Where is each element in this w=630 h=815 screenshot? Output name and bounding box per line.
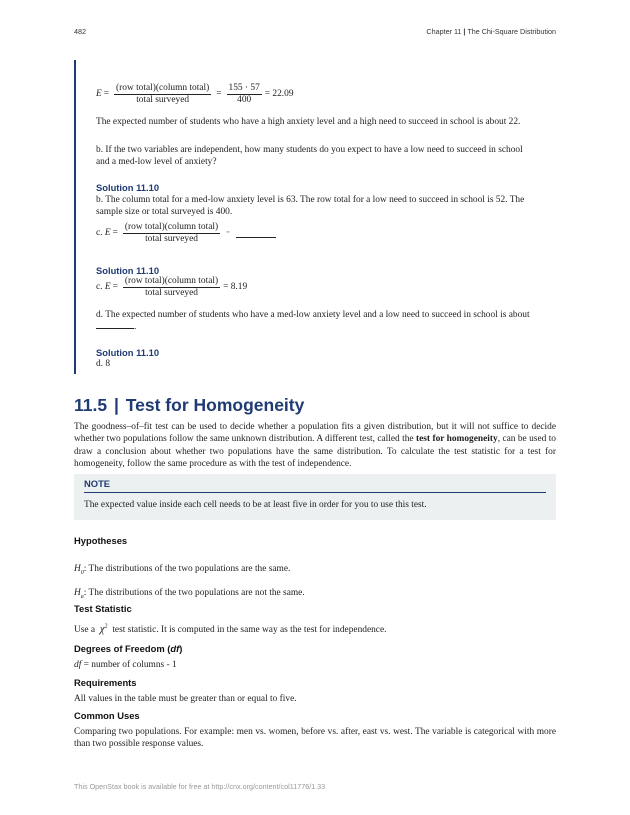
df-heading-before: Degrees of Freedom ( bbox=[74, 643, 171, 654]
test-statistic-heading: Test Statistic bbox=[74, 603, 132, 614]
df-heading bbox=[74, 643, 182, 655]
ts-after: test statistic. It is computed in the same way as the test for independence. bbox=[112, 625, 387, 635]
solution-label-3: Solution 11.10 bbox=[96, 347, 160, 358]
answer-blank bbox=[236, 229, 276, 238]
section-number: 11.5 bbox=[74, 395, 108, 415]
intro-bold-term: test for homogeneity bbox=[415, 434, 498, 445]
solution-label-1: Solution 11.10 bbox=[96, 182, 160, 193]
eq-trailing-equals: = bbox=[226, 229, 230, 237]
running-header bbox=[426, 27, 556, 37]
section-title bbox=[74, 394, 304, 417]
note-title: NOTE bbox=[84, 478, 546, 493]
fraction-numerator: (row total)(column total) bbox=[124, 276, 219, 286]
intro-text-2: , can be used to draw a conclusion about whether two populations have the same distribution. To calculate the test statistic for a test for homogeneity, follow the same procedure as with the test of independence. bbox=[74, 434, 556, 470]
chi-square-symbol bbox=[100, 623, 108, 635]
eq-equals: = bbox=[112, 282, 118, 293]
eq-fraction bbox=[123, 222, 220, 245]
solution-d-text: d. 8 bbox=[96, 359, 111, 369]
question-d-period: . bbox=[134, 322, 137, 333]
null-hypothesis bbox=[74, 563, 556, 578]
eq-result: = 8.19 bbox=[223, 282, 248, 293]
question-b: b. If the two variables are independent, how many students do you expect to have a low need to succeed in school and a med-low level of anxiety? bbox=[96, 145, 523, 168]
test-statistic-text bbox=[74, 622, 556, 637]
intro-text-1: The goodness–of–fit test can be used to decide whether a population fits a given distribution, but it will not suffice to decide whether two populations follow the same unknown distribution. A different test, called the bbox=[74, 422, 556, 445]
section-name: Test for Homogeneity bbox=[125, 395, 305, 415]
ha-symbol: H bbox=[74, 588, 81, 598]
common-uses-heading: Common Uses bbox=[74, 710, 140, 721]
h0-symbol: H bbox=[74, 564, 81, 574]
eq-prefix: c. bbox=[96, 282, 103, 293]
ts-before: Use a bbox=[74, 625, 96, 635]
footer-text: This OpenStax book is available for free at http://cnx.org/content/col11776/1.33 bbox=[74, 782, 326, 791]
fraction-denominator: total surveyed bbox=[136, 94, 190, 105]
eq-lhs: E bbox=[104, 282, 111, 293]
fraction-denominator: total surveyed bbox=[145, 287, 198, 298]
chapter-label: Chapter 11 bbox=[426, 27, 462, 36]
solution-b-text: b. The column total for a med-low anxiety level is 63. The row total for a low need to succeed in school is 52. The sample size or total surveyed is 400. bbox=[96, 195, 525, 218]
alternative-hypothesis bbox=[74, 587, 556, 602]
eq-equals: = bbox=[112, 228, 118, 239]
common-uses-text: Comparing two populations. For example: men vs. women, before vs. after, east vs. west. The variable is categorical with more than two possible response values. bbox=[74, 727, 556, 750]
chi-letter: χ bbox=[99, 623, 105, 635]
eq-fraction bbox=[114, 83, 211, 106]
df-var: df bbox=[74, 660, 82, 670]
ha-subscript: a bbox=[80, 593, 84, 600]
expected-value-equation-blank bbox=[96, 222, 538, 245]
eq-prefix: c. bbox=[96, 228, 103, 239]
chapter-title: The Chi-Square Distribution bbox=[467, 27, 556, 36]
chi-exponent: 2 bbox=[104, 623, 108, 630]
eq-equals: = bbox=[103, 89, 110, 100]
solution-label-2: Solution 11.10 bbox=[96, 265, 160, 276]
fraction-numerator: (row total)(column total) bbox=[116, 83, 210, 93]
h0-subscript: 0 bbox=[80, 569, 84, 576]
fraction-denominator-values: 400 bbox=[237, 94, 252, 105]
expected-high-anxiety-text: The expected number of students who have a high anxiety level and a high need to succeed in school is about 22. bbox=[96, 117, 521, 127]
fraction-denominator: total surveyed bbox=[145, 233, 198, 244]
section-separator: | bbox=[113, 395, 119, 415]
eq-lhs: E bbox=[96, 89, 102, 100]
requirements-heading: Requirements bbox=[74, 677, 137, 688]
header-separator: | bbox=[463, 27, 466, 36]
fraction-numerator: (row total)(column total) bbox=[124, 222, 219, 232]
fraction-numerator-values: 155 · 57 bbox=[228, 83, 260, 93]
eq-result: = 22.09 bbox=[264, 89, 294, 100]
h0-text: : The distributions of the two populations are the same. bbox=[83, 564, 291, 574]
df-formula bbox=[74, 659, 556, 671]
example-box bbox=[74, 60, 538, 374]
eq-fraction-values bbox=[227, 83, 262, 106]
ha-text: : The distributions of the two populations are not the same. bbox=[83, 588, 305, 598]
expected-value-equation bbox=[96, 83, 538, 106]
note-box bbox=[74, 474, 556, 520]
question-d-text: d. The expected number of students who have a med-low anxiety level and a low need to succeed in school is about bbox=[96, 310, 530, 320]
eq-equals-2: = bbox=[216, 89, 222, 100]
eq-fraction bbox=[123, 276, 220, 299]
answer-blank bbox=[96, 321, 134, 329]
df-heading-var: df bbox=[170, 643, 180, 654]
expected-value-equation-answer bbox=[96, 276, 538, 299]
df-text: = number of columns - 1 bbox=[81, 660, 177, 670]
eq-lhs: E bbox=[104, 228, 111, 239]
note-text: The expected value inside each cell needs to be at least five in order for you to use this test. bbox=[84, 500, 427, 511]
df-heading-after: ) bbox=[179, 643, 183, 654]
question-d bbox=[96, 309, 538, 334]
requirements-text: All values in the table must be greater than or equal to five. bbox=[74, 694, 297, 704]
intro-paragraph bbox=[74, 421, 556, 471]
hypotheses-heading: Hypotheses bbox=[74, 535, 128, 546]
page-number: 482 bbox=[74, 27, 86, 36]
